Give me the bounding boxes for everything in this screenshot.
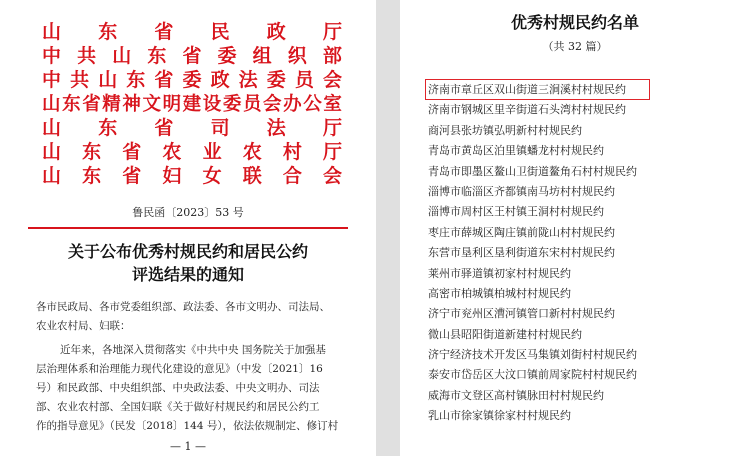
list-page — [400, 0, 750, 456]
list-item: 乳山市徐家镇徐家村村规民约 — [428, 409, 571, 423]
body-line-2: 层治理体系和治理能力现代化建设的意见》（中发〔2021〕16 — [36, 363, 323, 375]
list-item: 济南市钢城区里辛街道石头湾村村规民约 — [428, 103, 626, 117]
issuer-line-4: 山 东 省 精 神 文 明 建 设 委 员 会 办 公 室 — [42, 94, 342, 115]
body-line-5: 作的指导意见》（民发〔2018〕144 号），依法依规制定、修订村 — [36, 420, 339, 432]
list-title: 优秀村规民约名单 — [510, 13, 639, 32]
list-item: 青岛市黄岛区泊里镇蟠龙村村规民约 — [428, 144, 604, 158]
red-divider — [28, 227, 348, 229]
recipients-line-2: 农业农村局、妇联： — [36, 320, 131, 332]
issuer-line-3: 中 共 山 东 省 委 政 法 委 员 会 — [42, 69, 342, 91]
issuer-line-1: 山 东 省 民 政 厅 — [42, 21, 342, 43]
page-number: — 1 — — [170, 440, 206, 453]
issuer-line-7: 山 东 省 妇 女 联 合 会 — [42, 165, 342, 187]
list-item: 商河县张坊镇弘明新村村规民约 — [428, 123, 582, 137]
list-item: 淄博市临淄区齐都镇南马坊村村规民约 — [428, 184, 615, 198]
list-item: 济宁经济技术开发区马集镇刘街村村规民约 — [428, 348, 637, 362]
body-line-3: 号）和民政部、中央组织部、中央政法委、中央文明办、司法 — [36, 382, 320, 394]
notice-title-line-2: 评选结果的通知 — [131, 265, 244, 284]
body-line-4: 部、农业农村部、全国妇联《关于做好村规民约和居民公约工 — [36, 401, 320, 413]
document-number: 鲁民函〔2023〕53 号 — [132, 206, 244, 219]
body-line-1: 近年来，各地深入贯彻落实《中共中央 国务院关于加强基 — [60, 344, 326, 356]
issuer-line-5: 山 东 省 司 法 厅 — [42, 117, 342, 139]
issuer-line-2: 中 共 山 东 省 委 组 织 部 — [42, 45, 342, 67]
village-rules-list — [428, 80, 738, 427]
list-item: 泰安市岱岳区大汶口镇前周家院村村规民约 — [428, 368, 637, 382]
list-item: 高密市柏城镇柏城村村规民约 — [428, 286, 571, 300]
list-item: 淄博市周村区王村镇王洞村村规民约 — [428, 205, 604, 219]
notice-title-line-1: 关于公布优秀村规民约和居民公约 — [67, 242, 308, 261]
notice-title — [0, 240, 376, 286]
highlight-box — [425, 79, 650, 100]
issuer-line-6: 山 东 省 农 业 农 村 厅 — [42, 141, 342, 163]
list-item: 微山县昭阳街道新建村村规民约 — [428, 327, 582, 341]
list-item: 济南市章丘区双山街道三涧溪村村规民约 — [428, 83, 626, 96]
list-count: （共 32 篇） — [542, 40, 608, 53]
page-gap — [376, 0, 400, 456]
recipients-line-1: 各市民政局、各市党委组织部、政法委、各市文明办、司法局、 — [36, 301, 330, 313]
list-item: 莱州市驿道镇初家村村规民约 — [428, 266, 571, 280]
list-item: 枣庄市薛城区陶庄镇前陇山村村规民约 — [428, 225, 615, 239]
list-item: 东营市垦利区垦利街道东宋村村规民约 — [428, 246, 615, 260]
list-item: 济宁市兖州区漕河镇管口新村村规民约 — [428, 307, 615, 321]
list-item: 威海市文登区高村镇脉田村村规民约 — [428, 388, 604, 402]
list-item: 青岛市即墨区鳌山卫街道鳌角石村村规民约 — [428, 164, 637, 178]
